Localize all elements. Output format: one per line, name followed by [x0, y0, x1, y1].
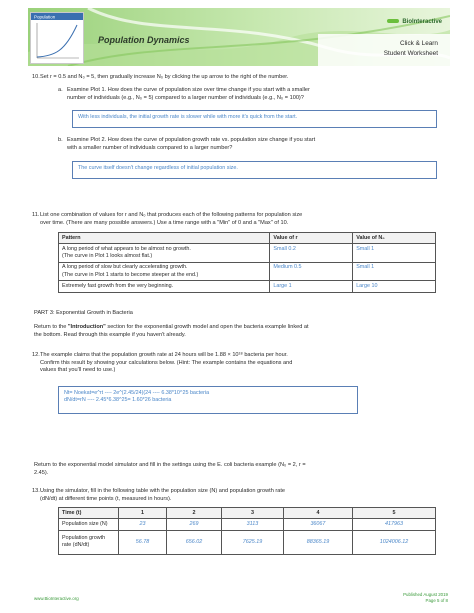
answer-line: dN/dt=rN ---- 2.45*6.38^25= 1.60*26 bacteria — [64, 397, 172, 404]
page-title: Population Dynamics — [98, 35, 190, 45]
question-text-line: Examine Plot 2. How does the curve of population growth rate vs. population size change if you start — [67, 137, 316, 143]
header-subtitle-1: Click & Learn — [399, 40, 438, 47]
header-subtitle-2: Student Worksheet — [383, 50, 438, 57]
table-header: Pattern — [59, 233, 270, 244]
size-cell[interactable]: 3113 — [221, 519, 283, 530]
thumb-label: Population — [34, 14, 56, 20]
pattern-cell: Extremely fast growth from the very beginning. — [59, 281, 270, 292]
part-3-intro: Return to the "Introduction" section for the exponential growth model and open the bacteria example linked at the bottom. Read through this example if you haven't already. — [34, 324, 309, 338]
question-text-line: Confirm this result by showing your calculations below. (Hint: The example contains the equations and — [40, 359, 293, 366]
pattern-cell: A long period of what appears to be almost no growth. (The curve in Plot 1 looks almost flat.) — [59, 244, 270, 263]
question-number: 12. — [32, 352, 40, 358]
time-cell: 1 — [119, 508, 167, 519]
question-text-line: with a smaller number of individuals compared to a larger number? — [67, 144, 233, 151]
time-cell: 5 — [352, 508, 435, 519]
time-label: Time (t) — [59, 508, 119, 519]
question-number: 10. — [32, 74, 40, 80]
pattern-cell: A long period of slow but clearly accelerating growth. (The curve in Plot 1 starts to become steeper at the end.) — [59, 262, 270, 281]
introduction-link[interactable]: "Introduction" — [67, 324, 106, 330]
time-cell: 2 — [166, 508, 221, 519]
question-12 — [32, 352, 440, 375]
part-3-heading: PART 3: Exponential Growth in Bacteria — [34, 310, 133, 316]
rate-cell[interactable]: 88365.19 — [283, 530, 352, 555]
table-row — [59, 508, 436, 519]
question-number: 13. — [32, 488, 40, 494]
question-text-line: List one combination of values for r and N₀ that produces each of the following patterns for population size — [40, 212, 303, 218]
return-instruction: Return to the exponential model simulator and fill in the settings using the E. coli bacteria example (N₀ = 2, r = 2.45). — [34, 462, 306, 476]
question-10a — [58, 87, 427, 102]
rate-cell[interactable]: 1024006.12 — [352, 530, 435, 555]
brand-logo: BioInteractive — [387, 18, 442, 26]
table-header: Value of r — [270, 233, 353, 244]
table-row — [59, 530, 436, 555]
question-text-line: over time. (There are many possible answers.) Use a time range with a "Min" of 0 and a "Max" of 10. — [40, 219, 289, 226]
question-text-line: The example claims that the population growth rate at 24 hours will be 1.88 × 10¹⁸ bacteria per hour. — [40, 352, 288, 358]
sub-letter: a. — [58, 87, 63, 93]
header-banner — [28, 8, 450, 66]
table-row — [59, 281, 436, 292]
simulator-thumbnail — [30, 12, 84, 64]
table-row — [59, 244, 436, 263]
footer-website: www.BioInteractive.org — [34, 596, 79, 601]
question-text-line: (dN/dt) at different time points (t, measured in hours). — [40, 495, 172, 502]
sub-letter: b. — [58, 137, 63, 143]
question-13 — [32, 488, 440, 503]
footer-page-info: Published August 2019 Page 5 of 8 — [403, 592, 448, 603]
value-r-cell[interactable]: Small 0.2 — [270, 244, 353, 263]
brand-mark-icon — [387, 19, 399, 23]
rate-cell[interactable]: 56.78 — [119, 530, 167, 555]
answer-line: Nt= Noekat=e^rt ---- 2e^(2.45/24)(24 ---- 6.38*10^25 bacteria — [64, 390, 210, 396]
answer-box-12[interactable] — [58, 386, 358, 414]
question-text-line: number of individuals (e.g., N₀ = 5) compared to a larger number of individuals (e.g., N₀ = 100)? — [67, 94, 304, 101]
question-text-line: Examine Plot 1. How does the curve of population size over time change if you start with a smaller — [67, 87, 310, 93]
question-10 — [32, 74, 440, 82]
question-10b — [58, 137, 427, 152]
answer-box-10b[interactable]: The curve itself doesn't change regardless of initial population size. — [72, 161, 437, 179]
table-header: Value of N₀ — [353, 233, 436, 244]
value-n-cell[interactable]: Small 1 — [353, 262, 436, 281]
pattern-table — [58, 232, 436, 293]
rate-cell[interactable]: 656.02 — [166, 530, 221, 555]
table-row — [59, 519, 436, 530]
answer-box-10a[interactable]: With less individuals, the initial growth rate is slower while with more it's quick from the start. — [72, 110, 437, 128]
value-n-cell[interactable]: Large 10 — [353, 281, 436, 292]
rate-cell[interactable]: 7625.19 — [221, 530, 283, 555]
question-text-line: values that you'll need to use.) — [40, 367, 116, 374]
time-cell: 4 — [283, 508, 352, 519]
question-text: Set r = 0.5 and N₀ = 5, then gradually increase N₀ by clicking the up arrow to the right of the number. — [40, 74, 289, 80]
value-n-cell[interactable]: Small 1 — [353, 244, 436, 263]
value-r-cell[interactable]: Large 1 — [270, 281, 353, 292]
size-cell[interactable]: 269 — [166, 519, 221, 530]
size-cell[interactable]: 417963 — [352, 519, 435, 530]
time-series-table — [58, 507, 436, 555]
question-text-line: Using the simulator, fill in the following table with the population size (N) and population growth rate — [40, 488, 286, 494]
size-label: Population size (N) — [59, 519, 119, 530]
rate-label: Population growth rate (dN/dt) — [59, 530, 119, 555]
question-number: 11. — [32, 212, 40, 218]
time-cell: 3 — [221, 508, 283, 519]
table-row — [59, 262, 436, 281]
size-cell[interactable]: 23 — [119, 519, 167, 530]
question-11 — [32, 212, 440, 227]
size-cell[interactable]: 36067 — [283, 519, 352, 530]
value-r-cell[interactable]: Medium 0.5 — [270, 262, 353, 281]
